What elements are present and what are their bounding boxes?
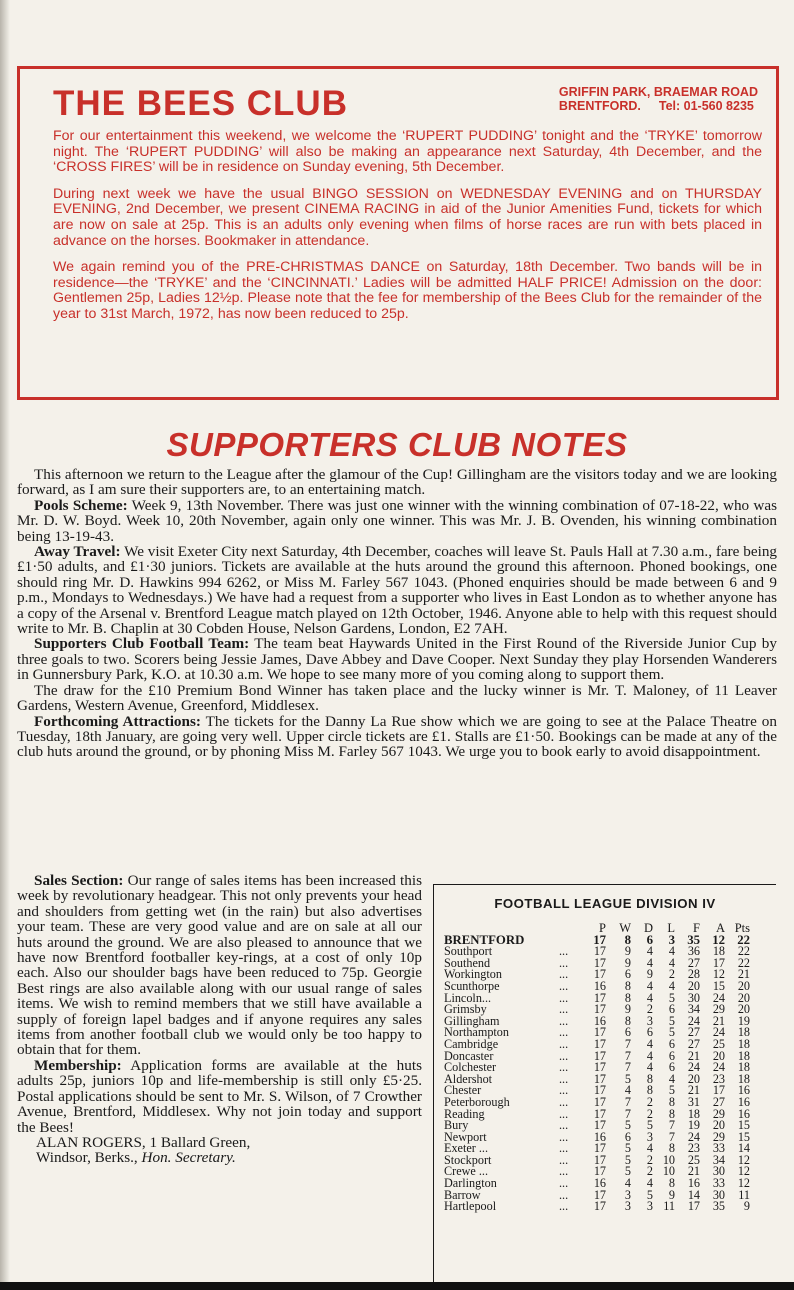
team-name: Cambridge [444, 1036, 499, 1051]
stat-cell: 4 [646, 1036, 653, 1051]
forthcoming-paragraph [17, 714, 777, 760]
stat-cell: 9 [624, 1002, 631, 1017]
stat-cell: 17 [593, 1141, 606, 1156]
league-table-panel [433, 884, 776, 1290]
stat-cell: 30 [712, 1187, 725, 1202]
league-table-title: FOOTBALL LEAGUE DIVISION IV [494, 896, 716, 911]
stat-cell: 24 [712, 1060, 725, 1075]
leader-dots: ... [559, 1164, 569, 1179]
stat-cell: 5 [624, 1118, 631, 1133]
stat-cell: 15 [737, 1129, 750, 1144]
stat-cell: 22 [737, 932, 750, 947]
stat-cell: 21 [712, 1013, 725, 1028]
stat-cell: 18 [712, 944, 725, 959]
column-header: D [643, 921, 653, 935]
football-team-text: The team beat Haywards United in the First Round of the Riverside Junior Cup by three goals to two. Scorers being Jessie James, Dave Abbey and Dave Cooper. Next Sunday they play Horsenden Wanderers in Gunnersbury Park, K.O. at 10.30 a.m. We hope to see many more of you coming along to support them. [17, 635, 777, 684]
stat-cell: 5 [624, 1141, 631, 1156]
stat-cell: 18 [737, 1060, 750, 1075]
team-name: Reading [444, 1106, 485, 1121]
stat-cell: 17 [593, 1094, 606, 1109]
stat-cell: 4 [646, 1048, 653, 1063]
stat-cell: 8 [668, 1176, 675, 1191]
leader-dots: ... [559, 1129, 569, 1144]
stat-cell: 8 [646, 1071, 653, 1086]
stat-cell: 7 [668, 1118, 675, 1133]
stat-cell: 4 [646, 978, 653, 993]
stat-cell: 20 [687, 1071, 700, 1086]
stat-cell: 5 [646, 1118, 653, 1133]
team-name: Barrow [444, 1187, 481, 1202]
stat-cell: 17 [712, 1083, 725, 1098]
team-name: Exeter ... [444, 1141, 488, 1156]
team-name: Lincoln... [444, 990, 492, 1005]
stat-cell: 4 [646, 944, 653, 959]
stat-cell: 7 [668, 1129, 675, 1144]
bees-club-paragraph: For our entertainment this weekend, we welcome the ‘RUPERT PUDDING’ tonight and the ‘TRYKE’ tomorrow night. The ‘RUPERT PUDDING’ will also be making an appearance next Saturday, 4th December, and the ‘CROSS FIRES’ will be in residence on Sunday evening, 5th December. [53, 128, 762, 176]
stat-cell: 17 [593, 1187, 606, 1202]
stat-cell: 7 [624, 1060, 631, 1075]
stat-cell: 24 [687, 1129, 700, 1144]
stat-cell: 19 [687, 1118, 700, 1133]
stat-cell: 17 [687, 1199, 700, 1214]
stat-cell: 8 [624, 1013, 631, 1028]
team-name: Stockport [444, 1152, 492, 1167]
stat-cell: 4 [646, 990, 653, 1005]
signature-line2: Windsor, Berks., [36, 1149, 142, 1167]
stat-cell: 3 [624, 1199, 631, 1214]
stat-cell: 21 [687, 1083, 700, 1098]
stat-cell: 3 [668, 932, 675, 947]
stat-cell: 15 [737, 1118, 750, 1133]
leader-dots: ... [559, 1060, 569, 1075]
away-travel-paragraph [17, 544, 777, 636]
stat-cell: 27 [687, 1036, 700, 1051]
leader-dots: ... [559, 1106, 569, 1121]
stat-cell: 17 [593, 967, 606, 982]
stat-cell: 4 [668, 978, 675, 993]
column-header: L [667, 921, 675, 935]
membership-text: Application forms are available at the huts adults 25p, juniors 10p and life-membership is still only £5·25. Postal applications should be sent to Mr. S. Wilson, of 7 Crowther Avenue, Brentford, Middlesex. Why not join today and support the Bees! [17, 1056, 422, 1136]
leader-dots: ... [559, 1071, 569, 1086]
stat-cell: 17 [593, 1164, 606, 1179]
team-name: Southport [444, 944, 493, 959]
team-name: Aldershot [444, 1071, 493, 1086]
stat-cell: 10 [662, 1152, 675, 1167]
membership-heading: Membership: [34, 1056, 122, 1074]
column-header: F [693, 921, 700, 935]
page-edge-shadow [0, 0, 10, 1290]
supporters-club-notes-lower [17, 873, 422, 1166]
team-name: BRENTFORD [444, 932, 525, 947]
stat-cell: 20 [737, 978, 750, 993]
stat-cell: 9 [646, 967, 653, 982]
signature [17, 1135, 422, 1166]
stat-cell: 18 [737, 1036, 750, 1051]
stat-cell: 17 [593, 1025, 606, 1040]
stat-cell: 27 [687, 955, 700, 970]
stat-cell: 3 [624, 1187, 631, 1202]
stat-cell: 16 [737, 1083, 750, 1098]
stat-cell: 3 [646, 1129, 653, 1144]
stat-cell: 21 [687, 1164, 700, 1179]
stat-cell: 3 [646, 1013, 653, 1028]
stat-cell: 9 [624, 944, 631, 959]
stat-cell: 8 [668, 1094, 675, 1109]
stat-cell: 6 [624, 1129, 631, 1144]
away-travel-text: We visit Exeter City next Saturday, 4th December, coaches will leave St. Pauls Hall at 7.30 a.m., fare being £1·50 adults, and £1·30 juniors. Tickets are available at the huts around the ground this afternoon. Phoned bookings, one should ring Mr. D. Hawkins 994 6262, or Miss M. Farley 567 1043. (Phoned enquiries should be made between 6 and 9 p.m., Mondays to Wednesdays.) We have had a request from a supporter who lives in East London as to whether anyone has a copy of the Arsenal v. Brentford League match played on 12th October, 1946. Anyone able to help with this request should write to Mr. B. Chaplin at 30 Cobden House, Nelson Gardens, London, E2 7AH. [17, 543, 778, 638]
stat-cell: 5 [624, 1071, 631, 1086]
stat-cell: 17 [593, 1199, 606, 1214]
stat-cell: 8 [646, 1083, 653, 1098]
leader-dots: ... [559, 1176, 569, 1191]
stat-cell: 6 [624, 1025, 631, 1040]
team-name: Hartlepool [444, 1199, 497, 1214]
stat-cell: 6 [646, 1025, 653, 1040]
stat-cell: 5 [668, 1025, 675, 1040]
sales-paragraph [17, 873, 422, 1058]
stat-cell: 17 [593, 1071, 606, 1086]
bees-club-box [17, 66, 779, 400]
leader-dots: ... [559, 1141, 569, 1156]
leader-dots: ... [559, 1002, 569, 1017]
stat-cell: 23 [712, 1071, 725, 1086]
football-team-heading: Supporters Club Football Team: [34, 635, 250, 653]
leader-dots: ... [559, 1094, 569, 1109]
stat-cell: 4 [624, 1083, 631, 1098]
stat-cell: 17 [593, 1118, 606, 1133]
stat-cell: 24 [687, 1013, 700, 1028]
stat-cell: 35 [712, 1199, 725, 1214]
membership-paragraph [17, 1058, 422, 1135]
stat-cell: 20 [687, 978, 700, 993]
bees-club-header [53, 83, 762, 123]
stat-cell: 14 [737, 1141, 750, 1156]
stat-cell: 3 [646, 1199, 653, 1214]
address-town: BRENTFORD. [558, 99, 641, 113]
stat-cell: 18 [687, 1106, 700, 1121]
column-header: W [619, 921, 631, 935]
team-name: Workington [444, 967, 502, 982]
stat-cell: 34 [712, 1152, 725, 1167]
stat-cell: 8 [624, 932, 631, 947]
sales-text: Our range of sales items has been increased this week by revolutionary headgear. This not only prevents your head and shoulders from getting wet (in the rain) but also advertises your team. These are very good value and are on sale at all our huts around the ground. We are also pleased to announce that we have now Brentford footballer key-rings, at a cost of only 10p each. Also our shoulder bags have been reduced to 75p. Georgie Best rings are also available along with our usual range of sales items. We wish to remind members that we still have available a supply of foreign lapel badges and if anyone requires any sales items from another football club we would only be too happy to obtain that for them. [17, 872, 422, 1059]
team-name: Bury [444, 1118, 469, 1133]
stat-cell: 15 [712, 978, 725, 993]
stat-cell: 8 [668, 1106, 675, 1121]
team-name: Doncaster [444, 1048, 494, 1063]
stat-cell: 16 [593, 1013, 606, 1028]
stat-cell: 21 [687, 1048, 700, 1063]
stat-cell: 5 [624, 1152, 631, 1167]
page-bottom-edge [0, 1282, 794, 1290]
stat-cell: 7 [624, 1094, 631, 1109]
stat-cell: 5 [624, 1164, 631, 1179]
bees-club-title: THE BEES CLUB [53, 84, 348, 123]
stat-cell: 9 [668, 1187, 675, 1202]
leader-dots: ... [559, 1118, 569, 1133]
stat-cell: 19 [737, 1013, 750, 1028]
stat-cell: 5 [668, 1083, 675, 1098]
stat-cell: 11 [663, 1199, 675, 1214]
stat-cell: 7 [624, 1106, 631, 1121]
column-header: Pts [734, 921, 750, 935]
stat-cell: 17 [593, 1048, 606, 1063]
away-travel-heading: Away Travel: [34, 543, 121, 561]
signature-line1: ALAN ROGERS, 1 Ballard Green, [36, 1133, 251, 1151]
stat-cell: 4 [668, 955, 675, 970]
stat-cell: 24 [712, 990, 725, 1005]
stat-cell: 12 [737, 1164, 750, 1179]
leader-dots: ... [559, 1152, 569, 1167]
stat-cell: 9 [624, 955, 631, 970]
stat-cell: 5 [646, 1187, 653, 1202]
stat-cell: 20 [712, 1048, 725, 1063]
league-table-body [444, 932, 750, 1214]
stat-cell: 4 [646, 955, 653, 970]
stat-cell: 36 [687, 944, 700, 959]
stat-cell: 17 [593, 1002, 606, 1017]
stat-cell: 12 [737, 1152, 750, 1167]
bees-club-paragraph: During next week we have the usual BINGO SESSION on WEDNESDAY EVENING and on THURSDAY EVENING, 2nd December, we present CINEMA RACING in aid of the Junior Amenities Fund, tickets for which are now on sale at 25p. This is an adults only evening when films of horse races are run with bets placed in advance on the horses. Bookmaker in attendance. [53, 185, 762, 249]
stat-cell: 16 [687, 1176, 700, 1191]
stat-cell: 33 [712, 1141, 725, 1156]
stat-cell: 33 [712, 1176, 725, 1191]
column-header: P [599, 921, 606, 935]
leader-dots: ... [559, 1083, 569, 1098]
stat-cell: 6 [624, 967, 631, 982]
stat-cell: 24 [712, 1025, 725, 1040]
stat-cell: 2 [646, 1164, 653, 1179]
stat-cell: 4 [646, 1060, 653, 1075]
stat-cell: 14 [687, 1187, 700, 1202]
stat-cell: 6 [668, 1002, 675, 1017]
stat-cell: 17 [712, 955, 725, 970]
stat-cell: 16 [593, 978, 606, 993]
stat-cell: 2 [646, 1002, 653, 1017]
leader-dots: ... [559, 978, 569, 993]
stat-cell: 6 [668, 1060, 675, 1075]
stat-cell: 5 [668, 1013, 675, 1028]
leader-dots: ... [559, 967, 569, 982]
stat-cell: 20 [712, 1118, 725, 1133]
pools-heading: Pools Scheme: [34, 496, 128, 514]
team-name: Southend [444, 955, 491, 970]
stat-cell: 17 [593, 1106, 606, 1121]
stat-cell: 9 [743, 1199, 750, 1214]
stat-cell: 20 [737, 1002, 750, 1017]
team-name: Colchester [444, 1060, 497, 1075]
stat-cell: 6 [668, 1048, 675, 1063]
stat-cell: 24 [687, 1060, 700, 1075]
stat-cell: 31 [687, 1094, 700, 1109]
leader-dots: ... [559, 955, 569, 970]
forthcoming-heading: Forthcoming Attractions: [34, 712, 201, 730]
team-name: Northampton [444, 1025, 509, 1040]
stat-cell: 2 [668, 967, 675, 982]
stat-cell: 2 [646, 1094, 653, 1109]
stat-cell: 7 [624, 1036, 631, 1051]
stat-cell: 30 [687, 990, 700, 1005]
team-name: Chester [444, 1083, 482, 1098]
stat-cell: 5 [668, 990, 675, 1005]
team-name: Gillingham [444, 1013, 500, 1028]
stat-cell: 2 [646, 1106, 653, 1121]
stat-cell: 27 [712, 1094, 725, 1109]
team-name: Grimsby [444, 1002, 487, 1017]
leader-dots: ... [559, 1048, 569, 1063]
stat-cell: 17 [593, 1083, 606, 1098]
stat-cell: 28 [687, 967, 700, 982]
stat-cell: 18 [737, 1048, 750, 1063]
stat-cell: 17 [593, 1036, 606, 1051]
stat-cell: 12 [737, 1176, 750, 1191]
stat-cell: 20 [737, 990, 750, 1005]
stat-cell: 27 [687, 1025, 700, 1040]
stat-cell: 17 [593, 1060, 606, 1075]
stat-cell: 16 [737, 1106, 750, 1121]
signature-role: Hon. Secretary. [141, 1149, 236, 1167]
stat-cell: 4 [646, 1176, 653, 1191]
team-name: Scunthorpe [444, 978, 500, 993]
stat-cell: 4 [668, 944, 675, 959]
team-name: Peterborough [444, 1094, 510, 1109]
stat-cell: 10 [662, 1164, 675, 1179]
sales-heading: Sales Section: [34, 872, 124, 889]
stat-cell: 18 [737, 1025, 750, 1040]
stat-cell: 4 [646, 1141, 653, 1156]
stat-cell: 16 [593, 1129, 606, 1144]
stat-cell: 6 [668, 1036, 675, 1051]
stat-cell: 7 [624, 1048, 631, 1063]
stat-cell: 8 [624, 990, 631, 1005]
stat-cell: 16 [593, 1176, 606, 1191]
leader-dots: ... [559, 990, 569, 1005]
stat-cell: 4 [624, 1176, 631, 1191]
column-header: A [715, 921, 725, 935]
bees-club-paragraph: We again remind you of the PRE-CHRISTMAS DANCE on Saturday, 18th December. Two bands will be in residence—the ‘TRYKE’ and the ‘CINCINNATI.’ Ladies will be admitted HALF PRICE! Admission on the door: Gentlemen 25p, Ladies 12½p. Please note that the fee for membership of the Bees Club for the remainder of the year to 31st March, 1972, has now been reduced to 25p. [53, 259, 762, 322]
supporters-club-title: SUPPORTERS CLUB NOTES [166, 426, 628, 463]
stat-cell: 29 [712, 1002, 725, 1017]
stat-cell: 35 [687, 932, 700, 947]
stat-cell: 18 [737, 1071, 750, 1086]
football-team-paragraph [17, 636, 777, 682]
stat-cell: 25 [687, 1152, 700, 1167]
stat-cell: 30 [712, 1164, 725, 1179]
stat-cell: 22 [737, 944, 750, 959]
premium-bond-paragraph: The draw for the £10 Premium Bond Winner has taken place and the lucky winner is Mr. T. Maloney, of 11 Leaver Gardens, Western Avenue, Greenford, Middlesex. [17, 681, 777, 715]
team-name: Newport [444, 1129, 487, 1144]
leader-dots: ... [559, 1187, 569, 1202]
stat-cell: 8 [668, 1141, 675, 1156]
stat-cell: 6 [646, 932, 653, 947]
stat-cell: 17 [593, 944, 606, 959]
address-line1: GRIFFIN PARK, BRAEMAR ROAD [558, 85, 758, 99]
stat-cell: 17 [593, 932, 606, 947]
leader-dots: ... [559, 1025, 569, 1040]
leader-dots: ... [559, 1199, 569, 1214]
stat-cell: 34 [687, 1002, 700, 1017]
leader-dots: ... [559, 1013, 569, 1028]
bees-club-address [559, 85, 758, 113]
leader-dots: ... [559, 1036, 569, 1051]
stat-cell: 2 [646, 1152, 653, 1167]
league-table [444, 923, 750, 1213]
stat-cell: 22 [737, 955, 750, 970]
stat-cell: 17 [593, 1152, 606, 1167]
supporters-club-notes [17, 467, 777, 760]
pools-text: Week 9, 13th November. There was just one winner with the winning combination of 07-18-22, who was Mr. D. W. Boyd. Week 10, 20th November, again only one winner. This was Mr. J. B. Ovenden, his winning combination being 13-19-43. [17, 496, 777, 545]
address-telephone: Tel: 01-560 8235 [658, 99, 754, 113]
team-name: Crewe ... [444, 1164, 488, 1179]
stat-cell: 23 [687, 1141, 700, 1156]
stat-cell: 4 [668, 1071, 675, 1086]
stat-cell: 21 [737, 967, 750, 982]
stat-cell: 16 [737, 1094, 750, 1109]
stat-cell: 12 [712, 932, 725, 947]
stat-cell: 17 [593, 990, 606, 1005]
pools-paragraph [17, 498, 777, 544]
stat-cell: 29 [712, 1106, 725, 1121]
stat-cell: 25 [712, 1036, 725, 1051]
stat-cell: 11 [738, 1187, 750, 1202]
stat-cell: 8 [624, 978, 631, 993]
intro-paragraph: This afternoon we return to the League after the glamour of the Cup! Gillingham are the visitors today and we are looking forward, as I am sure their supporters are, to an entertaining match. [17, 466, 777, 499]
team-name: Darlington [444, 1176, 497, 1191]
stat-cell: 29 [712, 1129, 725, 1144]
stat-cell: 12 [712, 967, 725, 982]
league-table-row [444, 1201, 750, 1213]
stat-cell: 17 [593, 955, 606, 970]
leader-dots: ... [559, 944, 569, 959]
forthcoming-text: The tickets for the Danny La Rue show which we are going to see at the Palace Theatre on Tuesday, 18th January, are going very well. Upper circle tickets are £1. Stalls are £1·50. Bookings can be made at any of the club huts around the ground, or by phoning Miss M. Farley 567 1043. We urge you to book early to avoid disappointment. [17, 712, 777, 761]
